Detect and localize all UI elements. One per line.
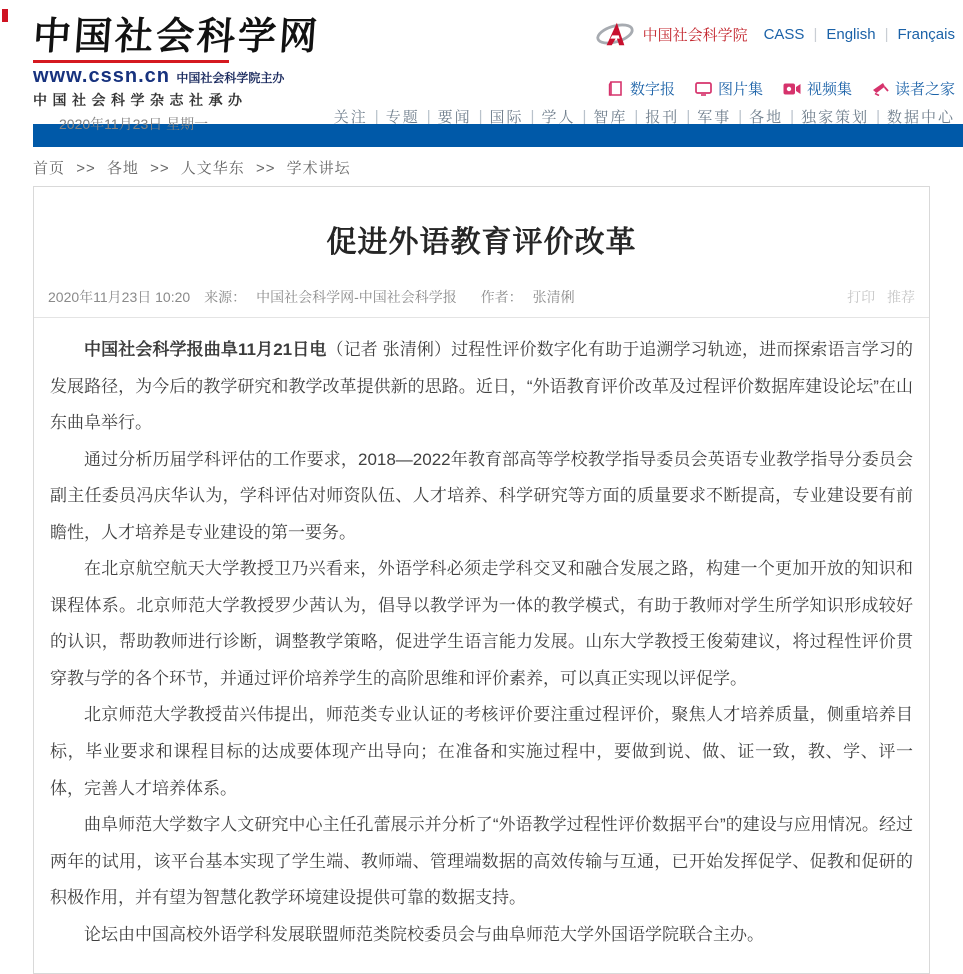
nav-item-guanzhu[interactable]: 关注 — [333, 109, 368, 126]
nav-item-junshi[interactable]: 军事 — [697, 109, 732, 126]
video-icon — [783, 82, 801, 96]
article-meta-row — [34, 279, 929, 318]
link-english[interactable]: English — [826, 25, 876, 43]
article-paragraph: 中国社会科学报曲阜11月21日电（记者 张清俐）过程性评价数字化有助于追溯学习轨迹，进而探索语言学习的发展路径，为今后的教学研究和教学改革提供新的思路。近日，“外语教育评价改革及过程评价数据库建设论坛”在山东曲阜举行。 — [50, 340, 913, 433]
site-organizer: 中国社会科学杂志社承办 — [33, 92, 248, 108]
header-right — [334, 0, 963, 124]
article-title: 促进外语教育评价改革 — [326, 226, 637, 259]
cass-logo-icon — [595, 20, 635, 48]
article-paragraph: 论坛由中国高校外语学科发展联盟师范类院校委员会与曲阜师范大学外国语学院联合主办。 — [84, 924, 764, 944]
breadcrumb-xueshujiangtan[interactable]: 学术讲坛 — [286, 160, 351, 177]
site-sponsor: 中国社会科学院主办 — [176, 71, 285, 85]
media-link-picture-gallery[interactable]: 图片集 — [695, 78, 763, 99]
nav-item-zhiku[interactable]: 智库 — [593, 109, 628, 126]
breadcrumb: 首页 >> 各地 >> 人文华东 >> 学术讲坛 — [33, 160, 351, 177]
media-link-readers-home[interactable]: 读者之家 — [872, 78, 955, 99]
logo-underline — [33, 60, 229, 63]
nav-item-baokan[interactable]: 报刊 — [645, 109, 680, 126]
newspaper-icon — [608, 81, 624, 96]
article-meta — [48, 287, 595, 307]
nav-item-shujuzhongxin[interactable]: 数据中心 — [886, 109, 955, 126]
article-author: 作者： 张清俐 — [480, 289, 575, 305]
recommend-button[interactable]: 推荐 — [887, 289, 915, 305]
article-source: 来源： 中国社会科学网-中国社会科学报 — [204, 289, 457, 305]
main-nav: 关注 | 专题 | 要闻 | 国际 | 学人 | 智库 | 报刊 | 军事 | 各地 | 独家策划 | 数据中心 — [333, 108, 955, 126]
article-body — [34, 318, 929, 973]
nav-item-guoji[interactable]: 国际 — [489, 109, 524, 126]
print-button[interactable]: 打印 — [847, 289, 876, 305]
nav-item-yaowen[interactable]: 要闻 — [437, 109, 472, 126]
media-link-digital-paper[interactable]: 数字报 — [608, 78, 675, 99]
article-paragraph: 曲阜师范大学数字人文研究中心主任孔蕾展示并分析了“外语教学过程性评价数据平台”的建设与应用情况。经过两年的试用，该平台基本实现了学生端、教师端、管理端数据的高效传输与互通，已开始发挥促学、促教和促研的积极作用，并有望为智慧化教学环境建设提供可靠的数据支持。 — [50, 815, 913, 908]
link-francais[interactable]: Français — [897, 25, 955, 43]
nav-item-dujiacehua[interactable]: 独家策划 — [801, 109, 870, 126]
nav-item-gedi[interactable]: 各地 — [749, 109, 784, 126]
top-links-row — [595, 20, 955, 48]
article-paragraph: 通过分析历届学科评估的工作要求，2018—2022年教育部高等学校教学指导委员会英语专业教学指导分委员会副主任委员冯庆华认为，学科评估对师资队伍、人才培养、科学研究等方面的质量要求不断提高，专业建设要有前瞻性，人才培养是专业建设的第一要务。 — [50, 449, 913, 542]
reader-icon — [872, 81, 889, 96]
article-actions — [839, 287, 915, 307]
article-paragraph: 北京师范大学教授苗兴伟提出，师范类专业认证的考核评价要注重过程评价，聚焦人才培养质量，侧重培养目标，毕业要求和课程目标的达成要体现产出导向；在准备和实施过程中，要做到说、做、证一致，教、学、评一体，完善人才培养体系。 — [50, 705, 913, 798]
site-logo[interactable] — [31, 0, 322, 132]
link-cass-cn[interactable]: 中国社会科学院 — [642, 26, 748, 44]
site-url[interactable]: www.cssn.cn — [33, 65, 170, 87]
site-date: 2020年11月23日 星期一 — [59, 116, 209, 132]
breadcrumb-gedi[interactable]: 各地 — [106, 160, 139, 177]
monitor-icon — [695, 81, 712, 96]
article-container — [33, 186, 930, 974]
nav-item-xueren[interactable]: 学人 — [541, 109, 576, 126]
separator: | — [884, 25, 889, 43]
article-datetime: 2020年11月23日 10:20 — [48, 289, 191, 305]
nav-item-zhuanti[interactable]: 专题 — [385, 109, 420, 126]
breadcrumb-renwenhuadong[interactable]: 人文华东 — [180, 160, 245, 177]
site-logo-calligraphy: 中国社会科学网 — [31, 13, 322, 58]
article-paragraph: 在北京航空航天大学教授卫乃兴看来，外语学科必须走学科交叉和融合发展之路，构建一个更加开放的知识和课程体系。北京师范大学教授罗少茜认为，倡导以教学评为一体的教学模式，有助于教师对学生所学知识形成较好的认识，帮助教师进行诊断，调整教学策略，促进学生语言能力发展。山东大学教授王俊菊建议，将过程性评价贯穿教与学的各个环节，并通过评价培养学生的高阶思维和评价素养，可以真正实现以评促学。 — [50, 559, 913, 688]
media-links-row — [588, 78, 955, 99]
site-header — [0, 0, 963, 132]
separator: | — [813, 25, 818, 43]
link-cass[interactable]: CASS — [763, 25, 805, 43]
corner-mark — [2, 9, 8, 22]
breadcrumb-home[interactable]: 首页 — [33, 160, 66, 177]
media-link-video-collection[interactable]: 视频集 — [783, 78, 852, 99]
